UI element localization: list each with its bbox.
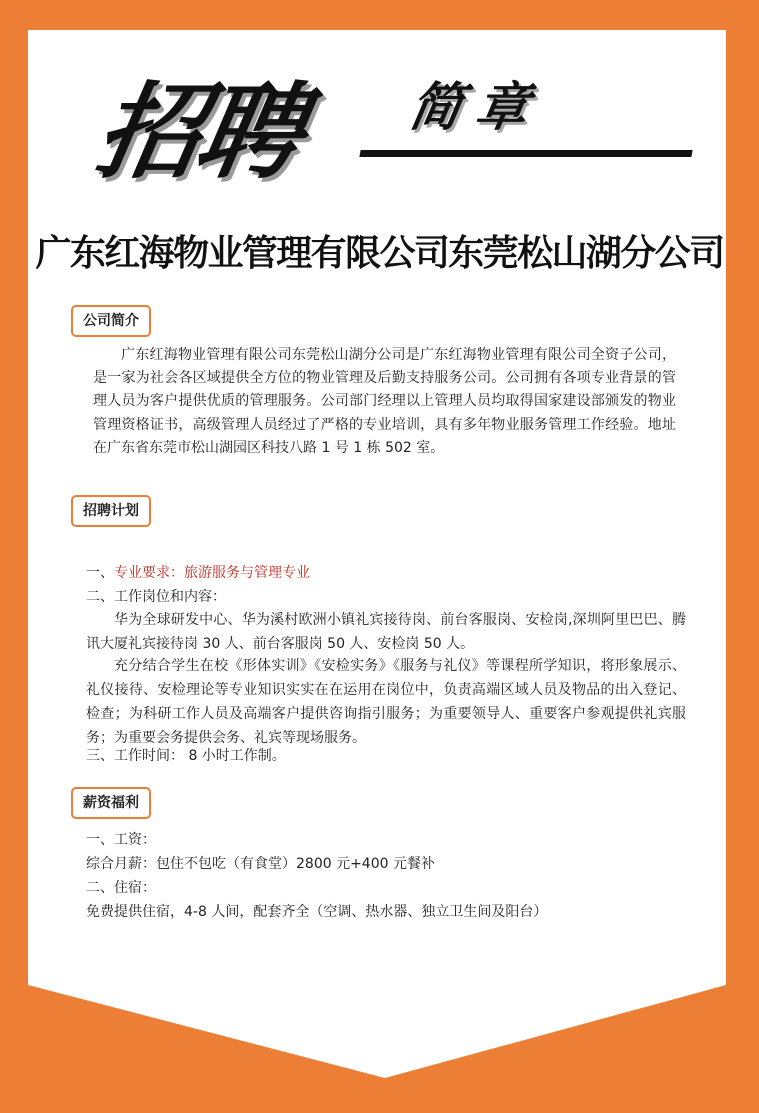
section-tag-plan: 招聘计划 bbox=[71, 495, 151, 527]
heading-sub-text: 简章 bbox=[404, 78, 548, 138]
section-tag-intro: 公司简介 bbox=[71, 305, 151, 337]
intro-paragraph: 广东红海物业管理有限公司东莞松山湖分公司是广东红海物业管理有限公司全资子公司，是一家为社会各区域提供全方位的物业管理及后勤支持服务公司。公司拥有各项专业背景的管理人员为客户提供优质的管理服务。公司部门经理以上管理人员均取得国家建设部颁发的物业管理资格证书，高级管理人员经过了严格的专业培训，具有多年物业服务管理工作经验。地址在广东省东莞市松山湖园区科技八路 1 号 1 栋 502 室。 bbox=[93, 347, 676, 456]
recruitment-heading bbox=[87, 71, 710, 222]
requirement-text: 专业要求：旅游服务与管理专业 bbox=[114, 565, 310, 581]
working-hours: 三、工作时间： 8 小时工作制。 bbox=[86, 748, 286, 764]
section-tag-benefits: 薪资福利 bbox=[71, 787, 151, 819]
housing-text: 免费提供住宿，4-8 人间，配套齐全（空调、热水器、独立卫生间及阳台） bbox=[86, 904, 548, 920]
requirement-line bbox=[86, 561, 310, 585]
salary-heading: 一、工资： bbox=[86, 832, 156, 848]
positions-heading: 二、工作岗位和内容： bbox=[86, 589, 226, 605]
housing-heading: 二、住宿： bbox=[86, 880, 156, 896]
salary-text: 综合月薪：包住不包吃（有食堂）2800 元+400 元餐补 bbox=[86, 856, 435, 872]
company-name: 广东红海物业管理有限公司东莞松山湖分公司 bbox=[35, 232, 724, 274]
positions-paragraph: 华为全球研发中心、华为溪村欧洲小镇礼宾接待岗、前台客服岗、安检岗,深圳阿里巴巴、腾讯大厦礼宾接待岗 30 人、前台客服岗 50 人、安检岗 50 人。 bbox=[86, 612, 686, 652]
duties-paragraph: 充分结合学生在校《形体实训》《安检实务》《服务与礼仪》等课程所学知识，将形象展示、礼仪接待、安检理论等专业知识实实在在运用在岗位中，负责高端区域人员及物品的出入登记、检查；为科研工作人员及高端客户提供咨询指引服务；为重要领导人、重要客户参观提供礼宾服务；为重要会务提供会务、礼宾等现场服务。 bbox=[86, 658, 686, 746]
heading-main-text: 招聘 bbox=[87, 71, 309, 193]
requirement-prefix: 一、 bbox=[86, 565, 114, 581]
heading-underline bbox=[359, 150, 692, 157]
